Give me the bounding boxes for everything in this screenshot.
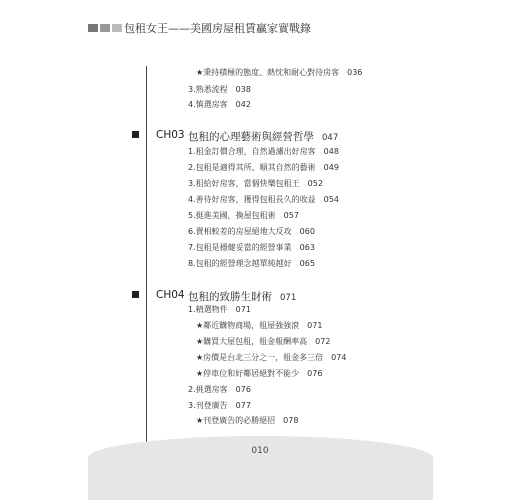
header-square-1 (88, 24, 98, 32)
toc-entry: ★鄰近購物商場，租屋強強滾 071 (196, 321, 323, 330)
toc-entry: 2.包租是適得其所、順其自然的藝術 049 (188, 163, 339, 172)
toc-entry: 3.刊登廣告 077 (188, 401, 251, 410)
toc-entry: 6.賣相較差的房屋絕地大反攻 060 (188, 227, 315, 236)
toc-entry: 3.熟悉流程 038 (188, 85, 251, 94)
toc-entry: 1.租金訂價合理，自然過濾出好房客 048 (188, 147, 339, 156)
chapter-title: 包租的心理藝術與經營哲學 047 (188, 131, 339, 143)
toc-entry: ★刊登廣告的必勝絕招 078 (196, 416, 299, 425)
book-title: 包租女王——美國房屋租賃贏家實戰錄 (124, 22, 311, 35)
toc-entry: ★停車位和好鄰居絕對不能少 076 (196, 369, 323, 378)
toc-entry: ★秉持積極的態度、熱忱和耐心對待房客 036 (196, 68, 363, 77)
toc-entry: 4.慎選房客 042 (188, 100, 251, 109)
header-square-3 (112, 24, 122, 32)
chapter-title: 包租的致勝生財術 071 (188, 291, 297, 303)
toc-entry: 2.挑選房客 076 (188, 385, 251, 394)
toc-entry: 7.包租是穩健妥當的經營事業 063 (188, 243, 315, 252)
toc-entry: 8.包租的經營理念越單純越好 065 (188, 259, 315, 268)
toc-vertical-rule (146, 66, 147, 442)
chapter-marker (132, 131, 139, 138)
header-square-2 (100, 24, 110, 32)
toc-entry: 5.挺進美國，換屋包租術 057 (188, 211, 299, 220)
chapter-code: CH03 (156, 129, 185, 141)
toc-entry: ★房價是台北三分之一，租金多三倍 074 (196, 353, 347, 362)
toc-entry: ★購買大屋包租，租金報酬率高 072 (196, 337, 331, 346)
chapter-code: CH04 (156, 289, 185, 301)
page-number: 010 (251, 446, 269, 456)
toc-entry: 1.精選物件 071 (188, 305, 251, 314)
chapter-marker (132, 291, 139, 298)
toc-entry: 4.善待好房客，獲得包租長久的收益 054 (188, 195, 339, 204)
toc-entry: 3.租給好房客，當個快樂包租王 052 (188, 179, 323, 188)
running-header (0, 18, 520, 36)
